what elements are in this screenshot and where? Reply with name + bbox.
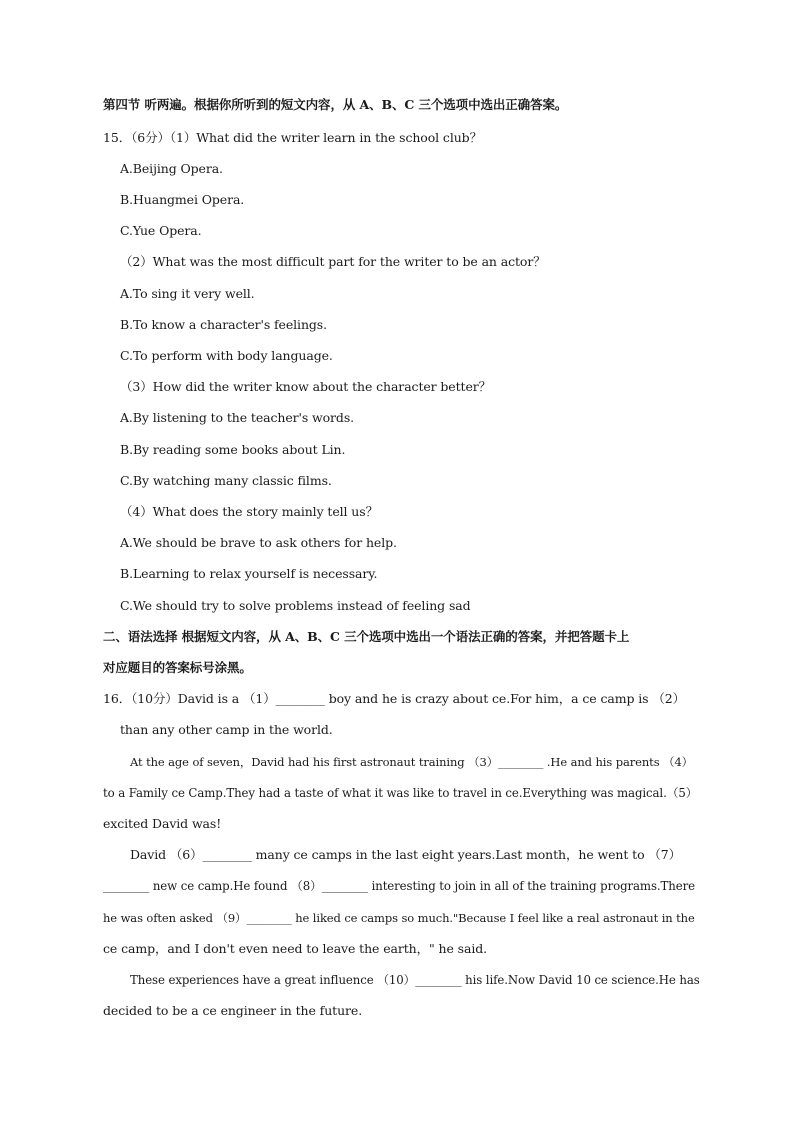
q16-line-8: he was often asked （9）________ he liked ce camps so much."Because I feel like a real astronaut in the bbox=[103, 911, 695, 925]
q16-line-5: excited David was! bbox=[103, 816, 222, 831]
q15-sub4-option-c: C.We should try to solve problems instead of feeling sad bbox=[120, 598, 471, 613]
q15-sub3-option-b: B.By reading some books about Lin. bbox=[120, 442, 346, 457]
q15-sub1-option-a: A.Beijing Opera. bbox=[120, 161, 223, 176]
q15-sub1-option-b: B.Huangmei Opera. bbox=[120, 192, 245, 207]
q16-line-9: ce camp，and I don't even need to leave the earth，" he said. bbox=[103, 941, 488, 956]
q15-sub3-option-c: C.By watching many classic films. bbox=[120, 473, 332, 488]
q16-line-6: David （6）________ many ce camps in the last eight years.Last month，he went to （7） bbox=[130, 847, 682, 862]
q16-line-11: decided to be a ce engineer in the future. bbox=[103, 1003, 363, 1018]
section4-heading: 第四节 听两遍。根据你所听到的短文内容，从 A、B、C 三个选项中选出正确答案。 bbox=[103, 97, 568, 112]
q16-line-2: than any other camp in the world. bbox=[120, 722, 333, 737]
q15-sub4-option-a: A.We should be brave to ask others for help. bbox=[120, 535, 397, 550]
q16-line-4: to a Family ce Camp.They had a taste of what it was like to travel in ce.Everything was magical.（5） bbox=[103, 786, 698, 800]
q16-line-7: ________ new ce camp.He found （8）________ interesting to join in all of the training programs.There bbox=[103, 879, 695, 893]
q15-sub2-option-a: A.To sing it very well. bbox=[120, 286, 255, 301]
part2-heading-line1: 二、语法选择 根据短文内容，从 A、B、C 三个选项中选出一个语法正确的答案，并把答题卡上 bbox=[103, 629, 630, 644]
q15-sub2-option-b: B.To know a character's feelings. bbox=[120, 317, 327, 332]
q15-sub4-option-b: B.Learning to relax yourself is necessary. bbox=[120, 566, 378, 581]
q15-sub3-question: （3）How did the writer know about the character better？ bbox=[120, 379, 492, 394]
q15-sub1-option-c: C.Yue Opera. bbox=[120, 223, 202, 238]
q16-line-10: These experiences have a great influence （10）________ his life.Now David 10 ce science.He has bbox=[130, 973, 700, 987]
q15-intro: 15．（6分）（1）What did the writer learn in the school club？ bbox=[103, 130, 482, 145]
q15-sub4-question: （4）What does the story mainly tell us？ bbox=[120, 504, 378, 519]
part2-heading-line2: 对应题目的答案标号涂黑。 bbox=[103, 660, 252, 675]
q16-line-1: 16．（10分）David is a （1）________ boy and he is crazy about ce.For him，a ce camp is （2） bbox=[103, 691, 685, 706]
q15-sub2-question: （2）What was the most difficult part for the writer to be an actor？ bbox=[120, 254, 546, 269]
q16-line-3: At the age of seven，David had his first astronaut training （3）________ .He and his parents （4） bbox=[130, 755, 694, 769]
q15-sub3-option-a: A.By listening to the teacher's words. bbox=[120, 410, 355, 425]
q15-sub2-option-c: C.To perform with body language. bbox=[120, 348, 333, 363]
